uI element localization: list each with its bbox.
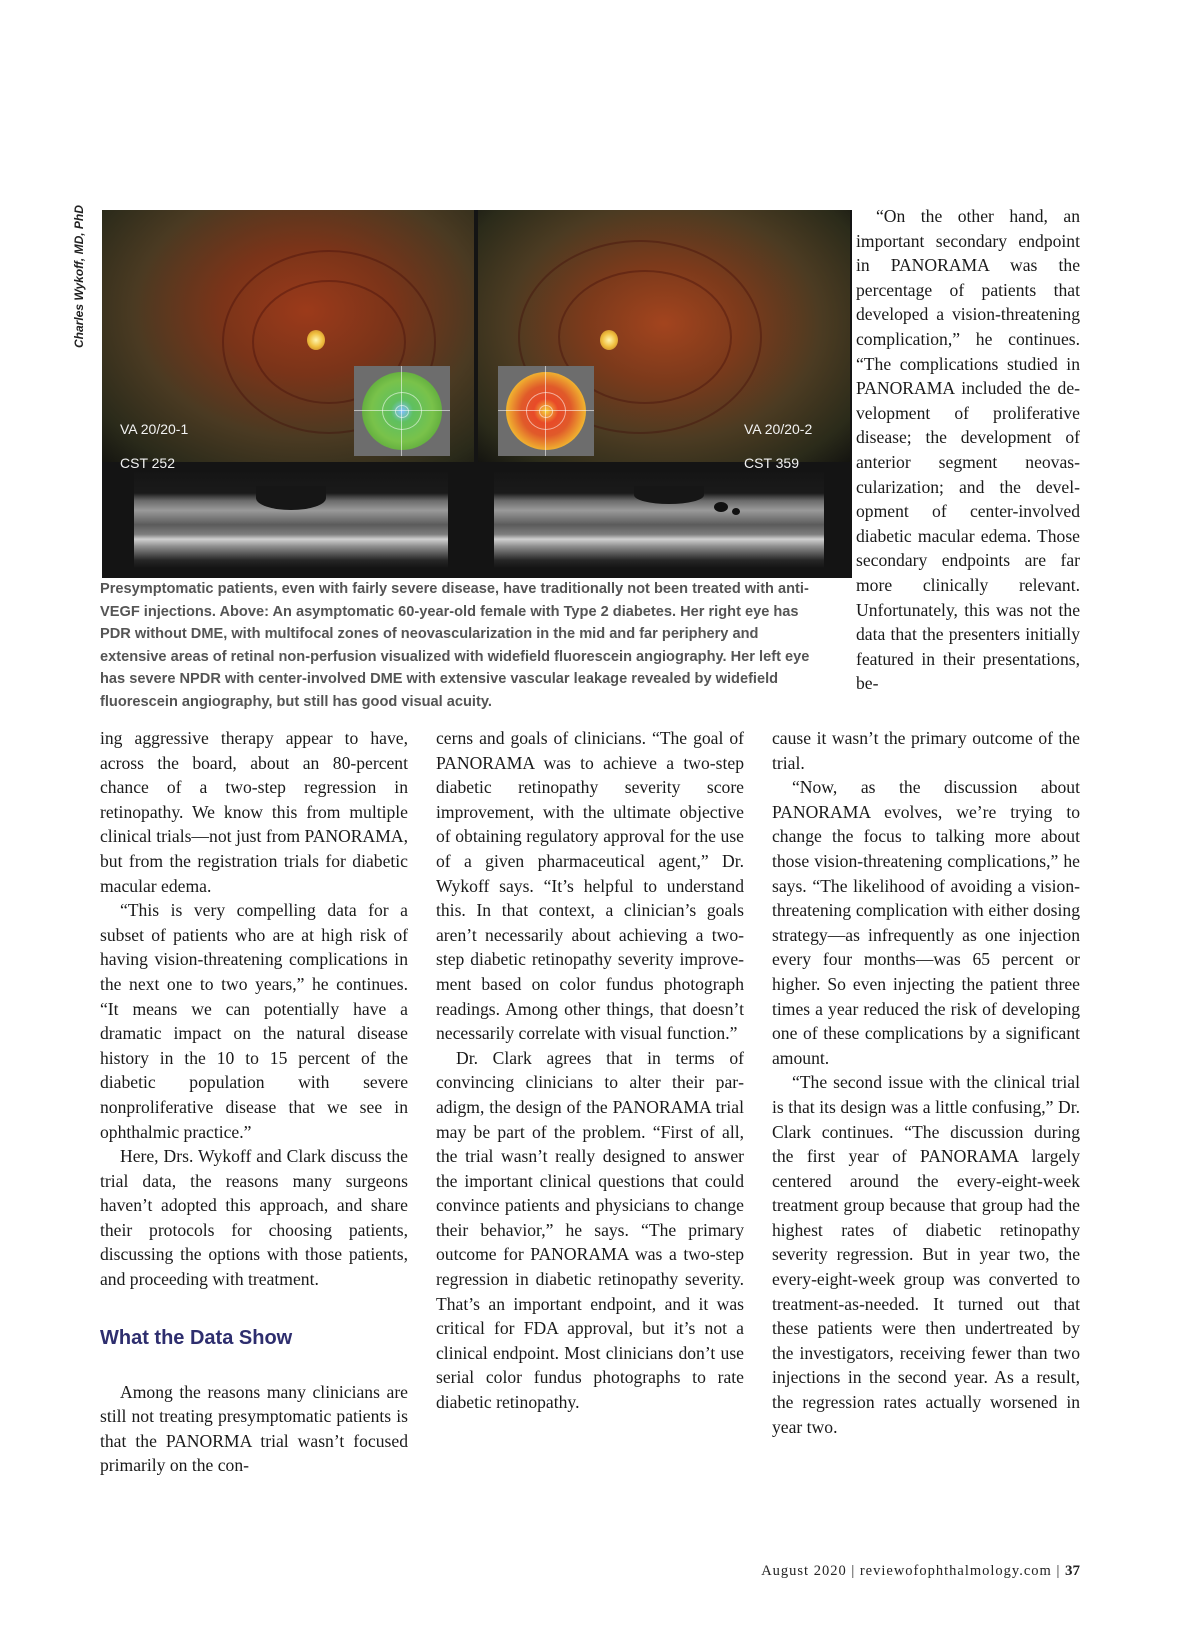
paragraph: Among the reasons many clinicians are still not treating presymptomatic patients is that the PANORMA trial wasn’t focused primarily on the con-	[100, 1381, 408, 1476]
right-eye-fundus-photo	[102, 210, 474, 471]
paragraph: “Now, as the discussion about PANORAMA evolves, we’re trying to change the focus to talking more about those vision-threatening complications,” he says. “The likelihood of avoiding a vision-threatening complication with either dosing strategy—as infrequently as one injection every four months—was 65 percent or higher. So even injecting the patient three times a year reduced the risk of developing one of these complications by a significant amount.	[772, 777, 1080, 1068]
column-2	[436, 726, 744, 1415]
paragraph: ing aggressive therapy appear to have, across the board, about an 80-percent chance of a two-step regression in retinopathy. We know this from multiple clinical trials—not just from PANORAMA, but from the registration trials for diabetic macular edema.	[100, 728, 408, 896]
paragraph: Dr. Clark agrees that in terms of convincing clinicians to alter their paradigm, the design of the PANORAMA trial may be part of the problem. “First of all, the trial wasn’t really designed to answer the important clinical questions that could convince patients and physicians to change their behavior,” he says. “The primary outcome for PANORAMA was a two-step regression in diabetic retinopathy severity. That’s an important endpoint, and it was critical for FDA approval, but it’s not a clinical endpoint. Most clinicians don’t use serial color fundus photographs to rate diabetic retinopathy.	[436, 1047, 744, 1413]
photo-credit: Charles Wykoff, MD, PhD	[72, 205, 86, 348]
footer-text: August 2020 | reviewofophthalmology.com |	[761, 1563, 1065, 1579]
paragraph: cause it wasn’t the primary outcome of the trial.	[772, 728, 1080, 773]
page-footer	[761, 1563, 1080, 1580]
paragraph: Here, Drs. Wykoff and Clark discuss the trial data, the reasons many surgeons haven’t adopted this approach, and share their protocols for choosing patients, discussing the options with those patients, and proceeding with treatment.	[100, 1146, 408, 1290]
left-eye-va: VA 20/20-2	[744, 421, 813, 437]
paragraph: cerns and goals of clinicians. “The goal of PANORAMA was to achieve a two-step diabetic retinopathy severity score improvement, with the ultimate objective of obtaining regulatory approval for the use of a given pharmaceutical agent,” Dr. Wykoff says. “It’s helpful to understand this. In that context, a clinician’s goals aren’t necessarily about achieving a two-step diabetic retinopathy severity improvement based on color fundus photograph readings. Among other things, that doesn’t necessarily correlate with visual function.”	[436, 728, 744, 1044]
left-eye-thickness-map	[498, 366, 594, 456]
left-eye-cst: CST 359	[744, 455, 799, 471]
left-eye-fundus-photo	[478, 210, 850, 471]
right-eye-thickness-map	[354, 366, 450, 456]
paragraph: “On the other hand, an important secondary endpoint in PANORAMA was the percentage of patients that developed a vision-threatening complication,” he continues. “The complications studied in PANORAMA included the development of proliferative disease; the development of anterior segment neovascularization; and the development of center-involved diabetic macular edema. Those secondary endpoints are far more clinically relevant. Unfortunately, this was not the data that the presenters initially featured in their presentations, be-	[856, 206, 1080, 694]
right-eye-cst: CST 252	[120, 455, 175, 471]
section-heading: What the Data Show	[100, 1326, 293, 1349]
column-3-top	[856, 204, 1080, 696]
figure-caption: Presymptomatic patients, even with fairly severe disease, have traditionally not been treated with anti-VEGF injections. Above: An asymptomatic 60-year-old female with Type 2 diabetes. Her right eye has PDR without DME, with multifocal zones of neovascularization in the mid and far periphery and extensive areas of retinal non-perfusion visualized with widefield fluorescein angiography. Her left eye has severe NPDR with center-involved DME with extensive vascular leakage revealed by widefield fluorescein angiography, but still has good visual acuity.	[100, 581, 810, 710]
retina-figure	[102, 210, 852, 578]
column-3	[772, 726, 1080, 1439]
right-eye-va-label	[120, 404, 188, 472]
left-eye-oct-scan	[494, 472, 824, 568]
right-eye-oct-scan	[134, 472, 448, 568]
column-1	[100, 726, 408, 1478]
paragraph: “This is very compelling data for a subset of patients who are at high risk of having vision-threatening complications in the next one to two years,” he continues. “It means we can potentially have a dramatic impact on the natural disease history in the 10 to 15 percent of the diabetic population with severe nonproliferative disease that we see in ophthalmic practice.”	[100, 900, 408, 1142]
page-number: 37	[1065, 1563, 1080, 1579]
paragraph: “The second issue with the clinical trial is that its design was a little confusing,” Dr. Clark continues. “The discussion during the first year of PANORAMA largely centered around the every-eight-week treatment group because that group had the highest rates of diabetic retinopathy severity regression. But in year two, the every-eight-week group was converted to treatment-as-needed. It turned out that these patients were then undertreated by the investigators, receiving fewer than two injections in the second year. As a result, the regression rates actually worsened in year two.	[772, 1072, 1080, 1437]
right-eye-va: VA 20/20-1	[120, 421, 189, 437]
left-eye-va-label	[744, 404, 812, 472]
